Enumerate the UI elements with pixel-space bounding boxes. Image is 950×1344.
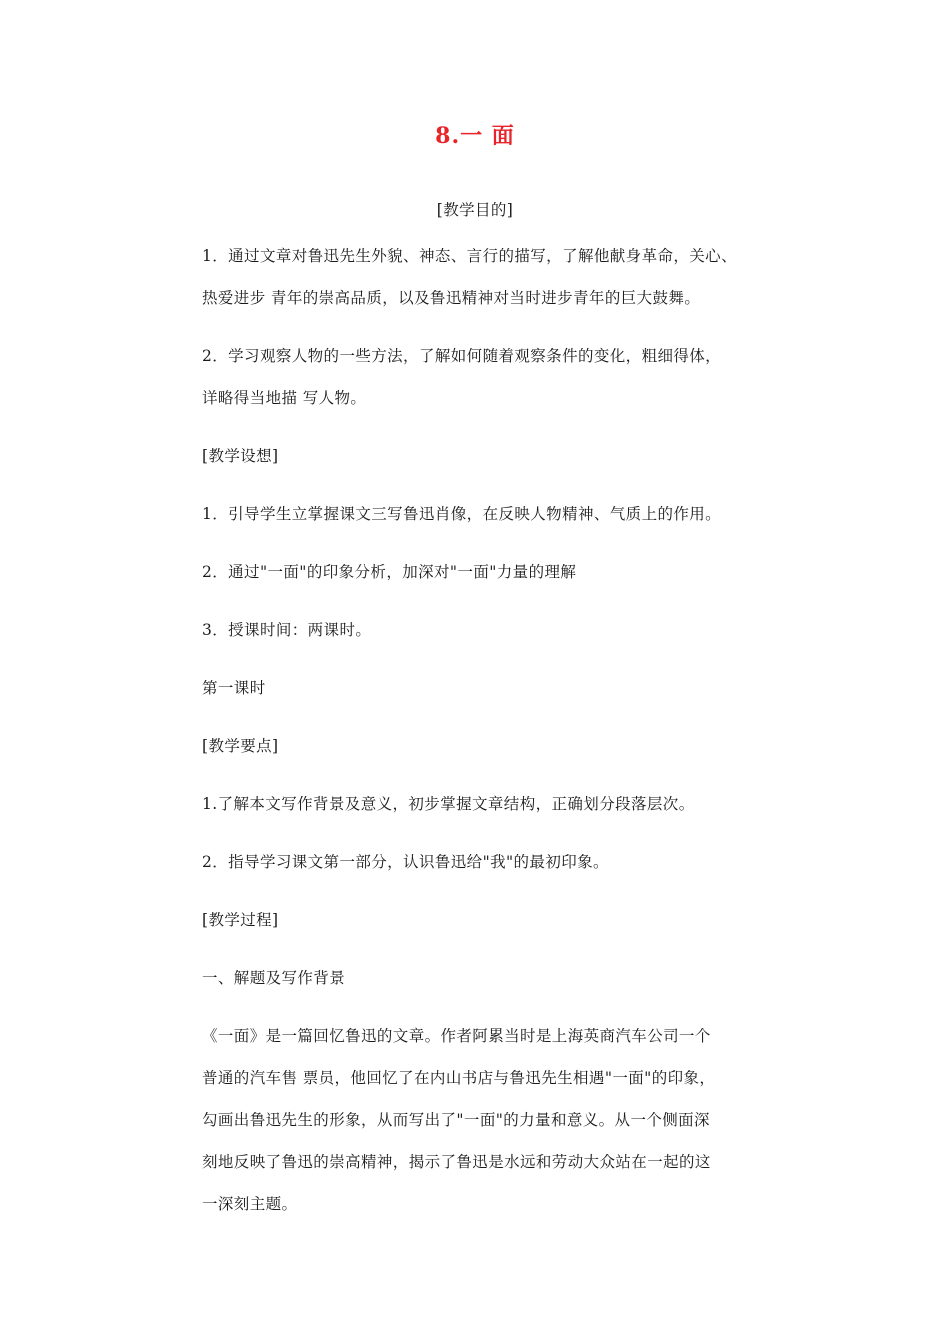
heading-teaching-idea: [教学设想] (202, 447, 279, 465)
background-paragraph-line-4: 刻地反映了鲁迅的崇高精神，揭示了鲁迅是水远和劳动大众站在一起的这 (202, 1153, 711, 1171)
purpose-item-1-line-1: 1．通过文章对鲁迅先生外貌、神态、言行的描写，了解他献身革命，关心、 (202, 247, 737, 265)
points-item-1: 1.了解本文写作背景及意义，初步掌握文章结构，正确划分段落层次。 (202, 795, 695, 813)
heading-teaching-process: [教学过程] (202, 911, 279, 929)
purpose-item-1-line-2: 热爱进步 青年的崇高品质，以及鲁迅精神对当时进步青年的巨大鼓舞。 (202, 289, 701, 307)
purpose-item-2-line-2: 详略得当地描 写人物。 (202, 389, 367, 407)
background-paragraph-line-1: 《一面》是一篇回忆鲁迅的文章。作者阿累当时是上海英商汽车公司一个 (202, 1027, 711, 1045)
document-title: 8.一 面 (435, 123, 515, 149)
idea-item-3: 3．授课时间：两课时。 (202, 621, 372, 639)
purpose-item-2-line-1: 2．学习观察人物的一些方法，了解如何随着观察条件的变化，粗细得体， (202, 347, 722, 365)
idea-item-1: 1．引导学生立掌握课文三写鲁迅肖像，在反映人物精神、气质上的作用。 (202, 505, 722, 523)
points-item-2: 2．指导学习课文第一部分，认识鲁迅给"我"的最初印象。 (202, 853, 609, 871)
background-paragraph-line-5: 一深刻主题。 (202, 1195, 298, 1213)
idea-item-2: 2．通过"一面"的印象分析，加深对"一面"力量的理解 (202, 563, 577, 581)
heading-teaching-purpose: [教学目的] (436, 201, 514, 219)
lesson-one-heading: 第一课时 (202, 679, 266, 697)
background-paragraph-line-2: 普通的汽车售 票员，他回忆了在内山书店与鲁迅先生相遇"一面"的印象， (202, 1069, 716, 1087)
process-step-1: 一、解题及写作背景 (202, 969, 346, 987)
background-paragraph-line-3: 勾画出鲁迅先生的形象，从而写出了"一面"的力量和意义。从一个侧面深 (202, 1111, 710, 1129)
heading-teaching-points: [教学要点] (202, 737, 279, 755)
